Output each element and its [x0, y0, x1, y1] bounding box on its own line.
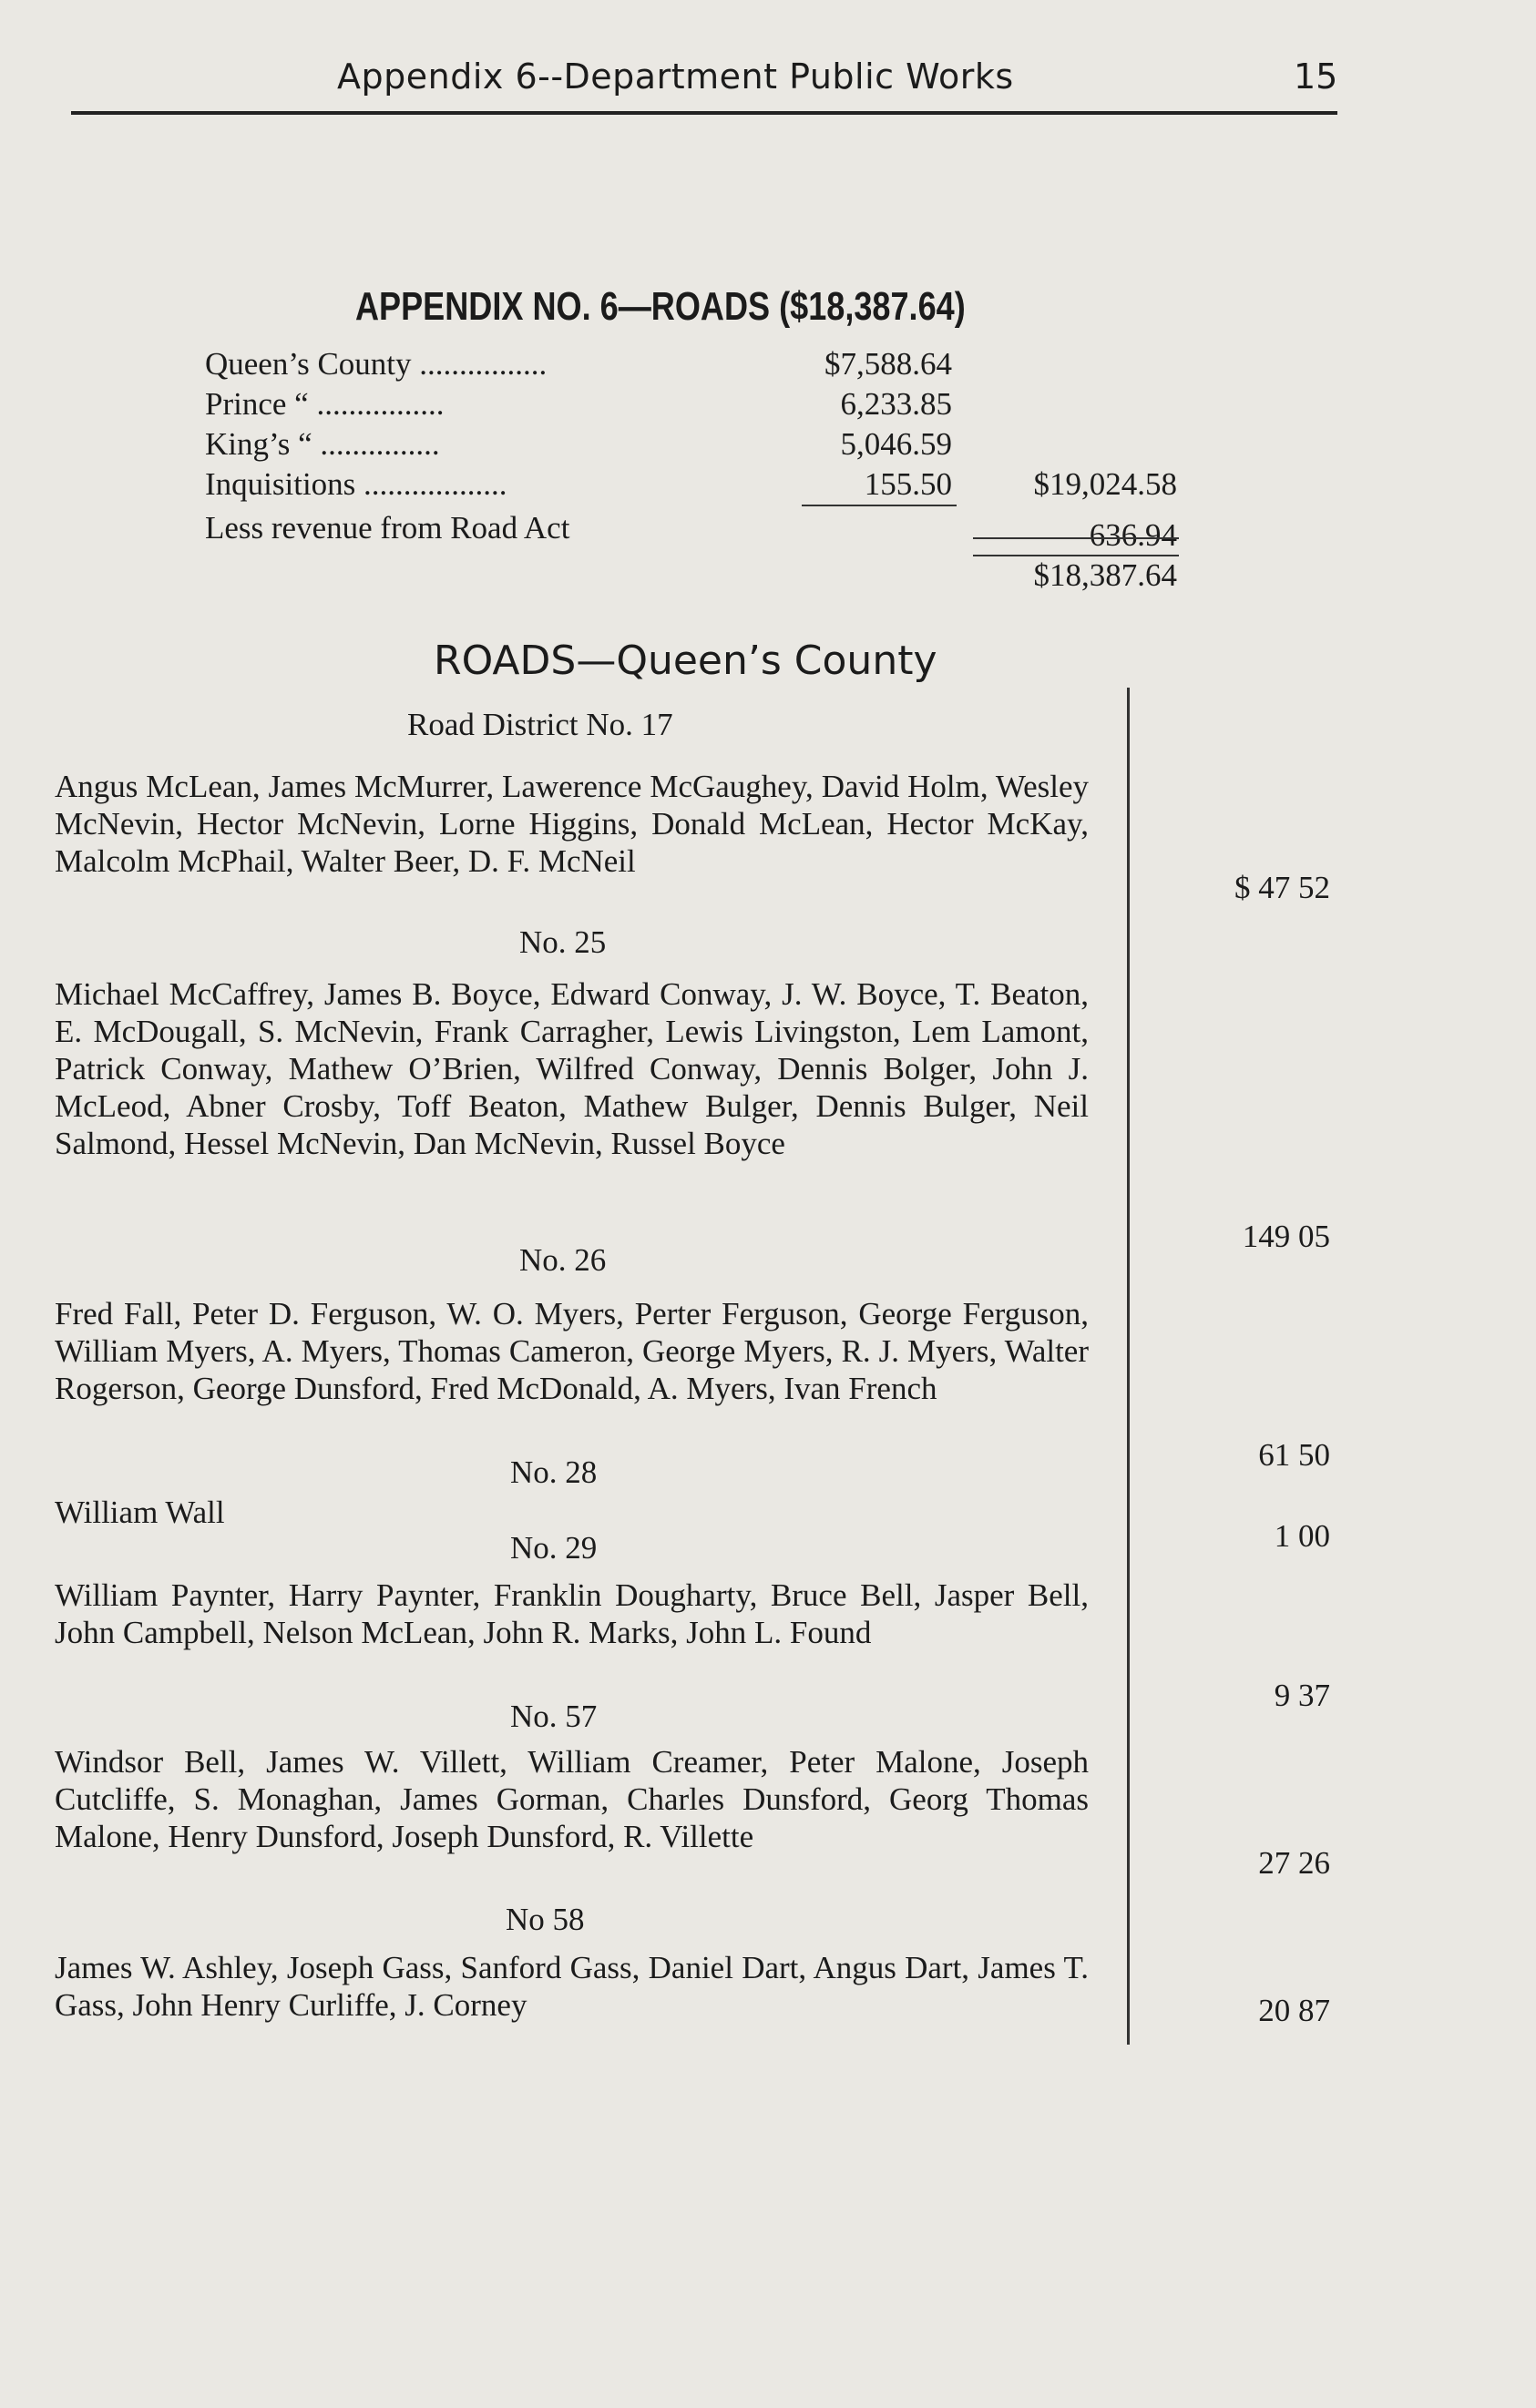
district-names: Michael McCaffrey, James B. Boyce, Edward Conway, J. W. Boyce, T. Beaton, E. McDougall, S. McNevin, Frank Carragher, Lewis Livingston, Lem Lamont, Patrick Conway, Mathew O’Brien, Wilfred Conway, Dennis Bolger, John J. McLeod, Abner Crosby, Toff Beaton, Mathew Bulger, Dennis Bulger, Neil Salmond, Hessel McNevin, Dan McNevin, Russel Boyce [55, 976, 1089, 1161]
district-names: Fred Fall, Peter D. Ferguson, W. O. Myers, Perter Ferguson, George Ferguson, William Myers, A. Myers, Thomas Cameron, George Myers, R. J. Myers, Walter Rogerson, George Dunsford, Fred McDonald, A. Myers, Ivan French [55, 1296, 1089, 1406]
summary-value-less-revenue: 636.94 [1089, 517, 1177, 553]
district-heading: No. 29 [510, 1530, 598, 1566]
district-names: Angus McLean, James McMurrer, Lawerence McGaughey, David Holm, Wesley McNevin, Hector McNevin, Lorne Higgins, Donald McLean, Hector McKay, Malcolm McPhail, Walter Beer, D. F. McNeil [55, 769, 1089, 879]
district-heading: Road District No. 17 [407, 707, 673, 742]
district-heading: No. 25 [519, 924, 607, 960]
district-heading: No. 57 [510, 1699, 598, 1734]
district-names: William Paynter, Harry Paynter, Franklin Dougharty, Bruce Bell, Jasper Bell, John Campbell, Nelson McLean, John R. Marks, John L. Found [55, 1577, 1089, 1650]
header-rule [71, 111, 1337, 115]
running-header-title: Appendix 6--Department Public Works [337, 56, 1014, 97]
page-number: 15 [1294, 56, 1338, 97]
section-title: ROADS—Queen’s County [434, 638, 937, 684]
district-amount: 9 37 [1274, 1678, 1330, 1713]
summary-label-inquisitions: Inquisitions .................. [205, 466, 507, 502]
district-heading: No. 26 [519, 1242, 607, 1278]
district-heading: No. 28 [510, 1454, 598, 1490]
summary-label-queens: Queen’s County ................ [205, 346, 548, 382]
district-amount: 20 87 [1258, 1993, 1330, 2028]
appendix-title: APPENDIX NO. 6—ROADS ($18,387.64) [355, 284, 966, 329]
summary-label-kings: King’s “ ............... [205, 426, 440, 462]
district-amount: 149 05 [1242, 1219, 1330, 1254]
subtotal-rule [802, 505, 957, 506]
district-names: James W. Ashley, Joseph Gass, Sanford Gass, Daniel Dart, Angus Dart, James T. Gass, John Henry Curliffe, J. Corney [55, 1950, 1089, 2023]
summary-grand-total: $18,387.64 [1033, 557, 1177, 593]
district-heading: No 58 [506, 1902, 585, 1937]
summary-subtotal: $19,024.58 [1033, 466, 1177, 502]
district-names: William Wall [55, 1495, 225, 1530]
summary-value-inquisitions: 155.50 [864, 466, 952, 502]
summary-value-queens: $7,588.64 [824, 346, 952, 382]
total-rule-lower [973, 555, 1179, 556]
district-amount: $ 47 52 [1234, 870, 1330, 905]
summary-value-kings: 5,046.59 [840, 426, 952, 462]
district-amount: 61 50 [1258, 1437, 1330, 1473]
total-rule-upper [973, 537, 1179, 539]
district-amount: 27 26 [1258, 1845, 1330, 1881]
district-names: Windsor Bell, James W. Villett, William Creamer, Peter Malone, Joseph Cutcliffe, S. Monaghan, James Gorman, Charles Dunsford, Georg Thomas Malone, Henry Dunsford, Joseph Dunsford, R. Villette [55, 1744, 1089, 1854]
district-amount: 1 00 [1274, 1518, 1330, 1554]
summary-value-prince: 6,233.85 [840, 386, 952, 422]
summary-label-less-revenue: Less revenue from Road Act [205, 510, 570, 546]
summary-label-prince: Prince “ ................ [205, 386, 445, 422]
